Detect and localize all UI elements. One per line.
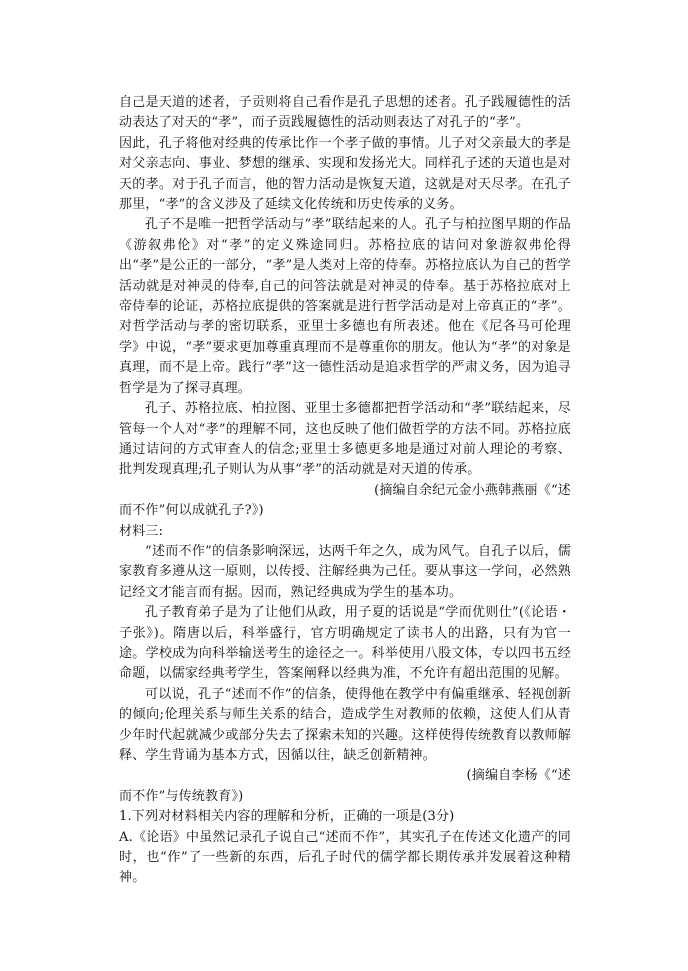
paragraph-p1: 自己是天道的述者，子贡则将自己看作是孔子思想的述者。孔子践履德性的活动表达了对天的“孝”，而子贡践履德性的活动则表达了对孔子的“孝”。 [119,95,571,131]
source-citation-1-line-1: (摘编自余纪元金小燕韩燕丽《“述 [374,482,571,498]
paragraph-p3: 孔子不是唯一把哲学活动与“孝”联结起来的人。孔子与柏拉图早期的作品《游叙弗伦》对“孝”的定义殊途同归。苏格拉底的诘问对象游叙弗伦得出“孝”是公正的一部分，“孝”是人类对上帝的侍奉。苏格拉底认为自己的哲学活动就是对神灵的侍奉,自己的问答法就是对神灵的侍奉。基于苏格拉底对上帝侍奉的论证，苏格拉底提供的答案就是进行哲学活动是对上帝真正的“孝”。对哲学活动与孝的密切联系，亚里士多德也有所表述。他在《尼各马可伦理学》中说，“孝”要求更加尊重真理而不是尊重你的朋友。他认为“孝”的对象是真理，而不是上帝。践行“孝”这一德性活动是追求哲学的严肃义务，因为追寻哲学是为了探寻真理。 [119,217,571,396]
paragraph-p4: 孔子、苏格拉底、柏拉图、亚里士多德都把哲学活动和“孝”联结起来，尽管每一个人对“孝”的理解不同，这也反映了他们做哲学的方法不同。苏格拉底通过诘问的方式审查人的信念;亚里士多德更多地是通过对前人理论的考察、批判发现真理;孔子则认为从事“孝”的活动就是对天道的传承。 [119,401,571,478]
section-heading-material-3: 材料三: [119,523,164,539]
paragraph-p2: 因此，孔子将他对经典的传承比作一个孝子做的事情。儿子对父亲最大的孝是对父亲志向、事业、梦想的继承、实现和发扬光大。同样孔子述的天道也是对天的孝。对于孔子而言，他的智力活动是恢复天道，这就是对天尽孝。在孔子那里，“孝”的含义涉及了延续文化传统和历史传承的义务。 [119,135,571,213]
source-citation-2-line-1: (摘编自李杨《“述 [466,768,571,784]
question-1: 1.下列对材料相关内容的理解和分析，正确的一项是(3分) [119,809,455,825]
document-page [119,93,571,889]
source-citation-1-line-2: 而不作”何以成就孔子?》) [119,503,264,519]
question-1-option-a: A.《论语》中虽然记录孔子说自己“述而不作”，其实孔子在传述文化遗产的同时，也“作”了一些新的东西，后孔子时代的儒学都长期传承并发展着这种精神。 [119,829,571,886]
paragraph-p6: 孔子教育弟子是为了让他们从政，用子夏的话说是“学而优则仕”(《论语・子张》)。隋唐以后，科举盛行，官方明确规定了读书人的出路，只有为官一途。学校成为向科举输送考生的途径之一。科举使用八股文体，专以四书五经命题，以儒家经典考学生，答案阐释以经典为准，不允许有超出范围的见解。 [119,605,571,682]
source-citation-2-line-2: 而不作”与传统教育》) [119,788,244,804]
paragraph-p5: “述而不作”的信条影响深远，达两千年之久，成为风气。自孔子以后，儒家教育多遵从这一原则，以传授、注解经典为己任。要从事这一学问，必然熟记经文才能言而有据。因而，熟记经典成为学生的基本功。 [119,543,571,600]
paragraph-p7: 可以说，孔子“述而不作”的信条，使得他在教学中有偏重继承、轻视创新的倾向;伦理关系与师生关系的结合，造成学生对教师的依赖，这使人们从青少年时代起就减少或部分失去了探索未知的兴趣。这样使得传统教育以教师解释、学生背诵为基本方式，因循以往，缺乏创新精神。 [119,686,571,763]
